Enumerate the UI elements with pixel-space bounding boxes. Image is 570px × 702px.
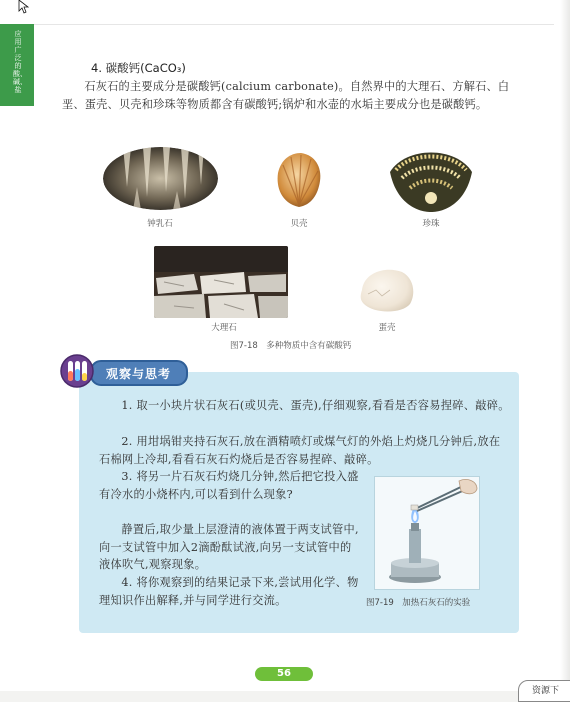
observe-step-2: 2. 用坩埚钳夹持石灰石,放在酒精喷灯或煤气灯的外焰上灼烧几分钟后,放在石棉网上冷却,看看石灰石灼烧后是否容易捏碎、敲碎。: [99, 435, 501, 466]
eggshell-photo: [356, 264, 416, 314]
pearl-label: 珍珠: [422, 219, 440, 229]
observe-step-4: 4. 将你观察到的结果记录下来,尝试用化学、物理知识作出解释,并与同学进行交流。: [99, 576, 359, 607]
observe-and-think-badge: [58, 354, 188, 388]
observe-step-1: 1. 取一小块片状石灰石(或贝壳、蛋壳),仔细观察,看看是否容易捏碎、敲碎。: [121, 399, 510, 412]
observe-step-3-continued: 静置后,取少量上层澄清的液体置于两支试管中,向一支试管中加入2滴酚酞试液,向另一支试管中的液体吹气,观察现象。: [99, 523, 359, 571]
page-number: 56: [277, 668, 291, 679]
heating-limestone-figure: [374, 476, 480, 590]
pearl-necklace-photo: [386, 142, 476, 214]
stalactite-label: 钟乳石: [147, 219, 173, 229]
page-edge-shadow: [560, 0, 570, 691]
observe-badge-label: 观察与思考: [106, 367, 172, 381]
observe-step-3: 3. 将另一片石灰石灼烧几分钟,然后把它投入盛有冷水的小烧杯内,可以看到什么现象?: [99, 470, 359, 501]
resource-download-tab-label[interactable]: 资源下: [532, 686, 560, 696]
section-title: 4. 碳酸钙(CaCO₃): [91, 61, 186, 75]
stalactite-photo: [103, 147, 218, 210]
shell-label: 贝壳: [290, 219, 308, 229]
test-tubes-icon: [58, 354, 96, 388]
figure-7-18-caption: 图7-18 多种物质中含有碳酸钙: [230, 341, 352, 351]
eggshell-label: 蛋壳: [378, 323, 396, 333]
marble-photo: [154, 246, 288, 318]
top-rule: [34, 24, 554, 25]
mouse-cursor-icon: [18, 0, 30, 14]
figure-7-19-caption: 图7-19 加热石灰石的实验: [366, 598, 471, 608]
shell-photo: [275, 151, 323, 209]
chapter-side-tab-text: 应用广泛的酸、碱、盐: [13, 30, 27, 94]
intro-paragraph: 石灰石的主要成分是碳酸钙(calcium carbonate)。自然界中的大理石、方解石、白垩、蛋壳、贝壳和珍珠等物质都含有碳酸钙;锅炉和水壶的水垢主要成分也是碳酸钙。: [62, 80, 510, 111]
marble-label: 大理石: [211, 323, 237, 333]
